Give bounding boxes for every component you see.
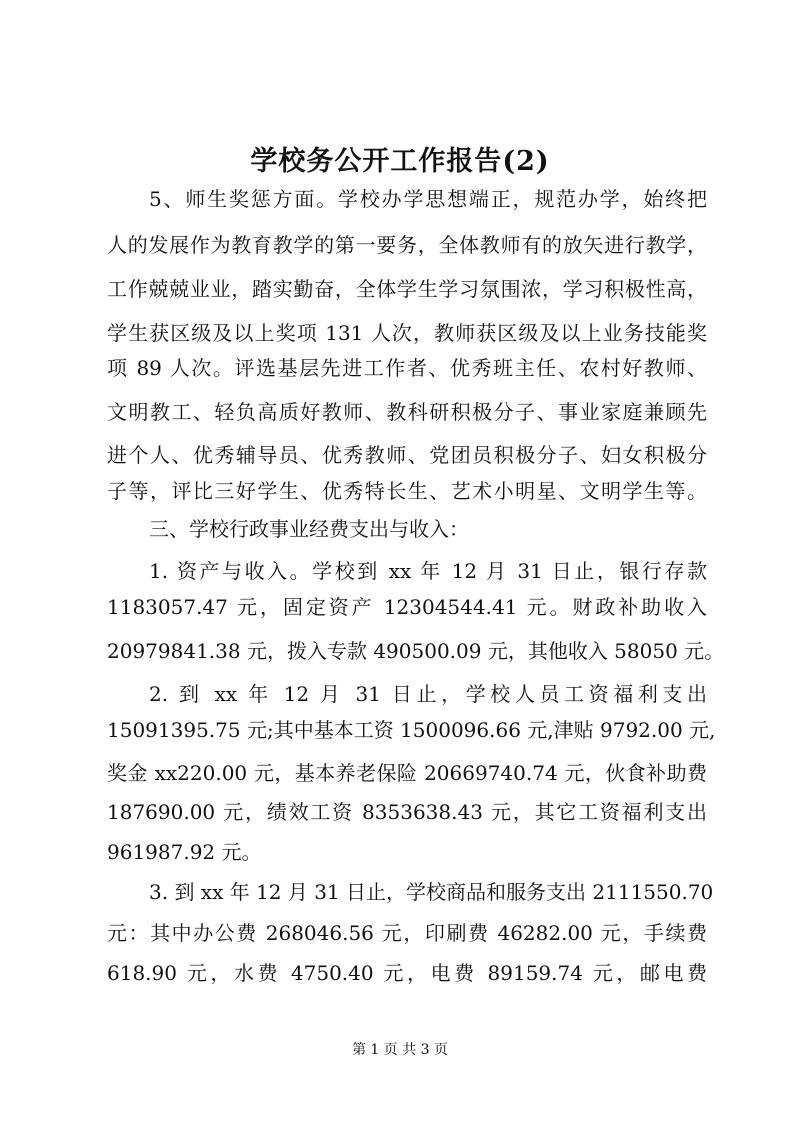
- text-line: 元：其中办公费 268046.56 元，印刷费 46282.00 元，手续费: [107, 921, 707, 945]
- text-line: 人的发展作为教育教学的第一要务，全体教师有的放矢进行教学，: [107, 233, 707, 257]
- text-line: 618.90 元，水费 4750.40 元，电费 89159.74 元，邮电费: [107, 961, 707, 985]
- text-line: 1183057.47 元，固定资产 12304544.41 元。财政补助收入: [107, 595, 707, 619]
- text-line: 2. 到 xx 年 12 月 31 日止，学校人员工资福利支出: [149, 682, 707, 706]
- text-line: 学生获区级及以上奖项 131 人次，教师获区级及以上业务技能奖: [107, 321, 707, 345]
- text-line: 15091395.75 元;其中基本工资 1500096.66 元,津贴 9792.00 元,: [107, 718, 716, 742]
- text-line: 20979841.38 元，拨入专款 490500.09 元，其他收入 58050 元。: [107, 639, 725, 663]
- text-line: 3. 到 xx 年 12 月 31 日止，学校商品和服务支出 2111550.70: [149, 880, 714, 904]
- text-line: 工作兢兢业业，踏实勤奋，全体学生学习氛围浓，学习积极性高，: [107, 277, 707, 301]
- text-line: 961987.92 元。: [107, 840, 262, 864]
- text-line: 187690.00 元，绩效工资 8353638.43 元，其它工资福利支出: [107, 800, 707, 824]
- text-line: 5、师生奖惩方面。学校办学思想端正，规范办学，始终把: [149, 187, 707, 211]
- text-line: 三、学校行政事业经费支出与收入：: [149, 517, 469, 541]
- text-line: 项 89 人次。评选基层先进工作者、优秀班主任、农村好教师、: [107, 356, 707, 380]
- text-line: 1. 资产与收入。学校到 xx 年 12 月 31 日止，银行存款: [149, 559, 707, 583]
- text-line: 子等，评比三好学生、优秀特长生、艺术小明星、文明学生等。: [107, 479, 707, 503]
- page-footer: 第 1 页 共 3 页: [351, 1042, 449, 1058]
- text-line: 文明教工、轻负高质好教师、教科研积极分子、事业家庭兼顾先: [107, 400, 707, 424]
- text-line: 奖金 xx220.00 元，基本养老保险 20669740.74 元，伙食补助费: [107, 761, 707, 785]
- text-line: 进个人、优秀辅导员、优秀教师、党团员积极分子、妇女积极分: [107, 443, 707, 467]
- document-title: 学校务公开工作报告(2): [250, 146, 550, 177]
